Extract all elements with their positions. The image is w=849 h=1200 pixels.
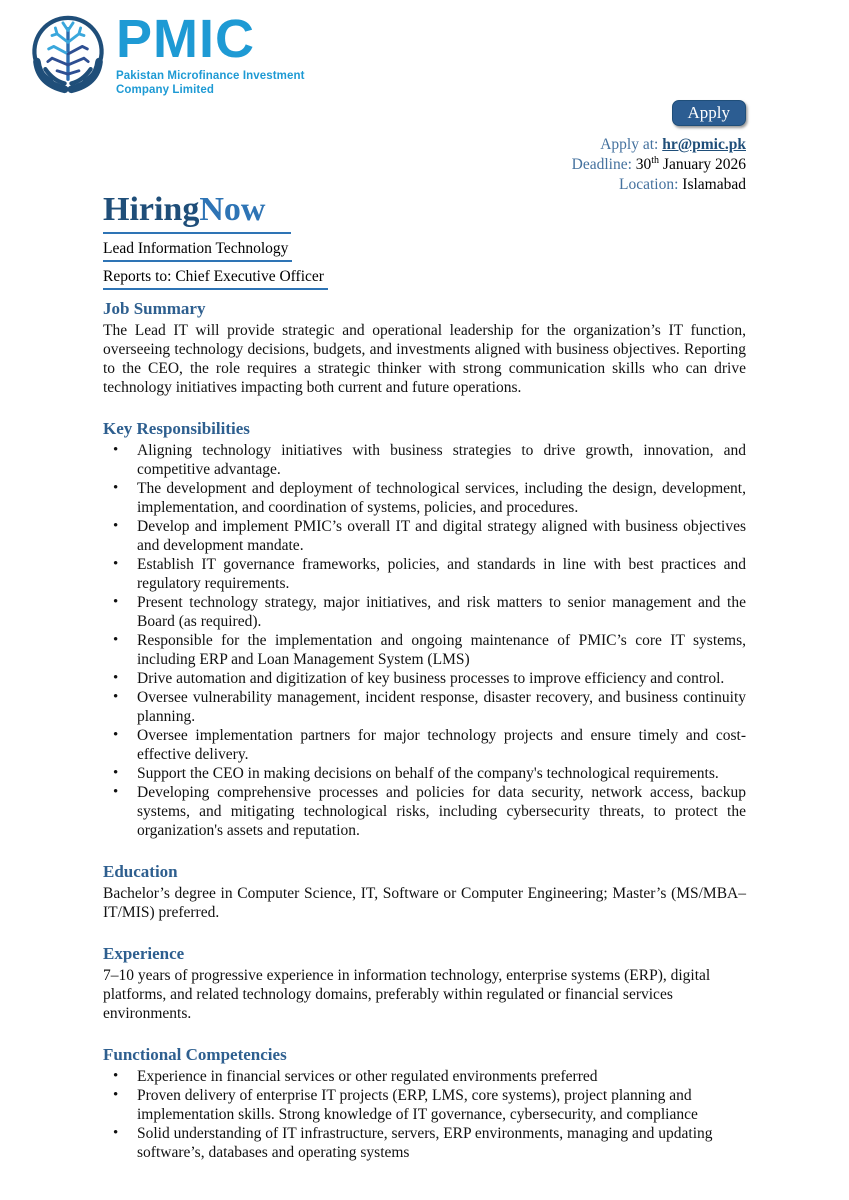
competency-item: • Solid understanding of IT infrastructure, servers, ERP environments, managing and updating software’s, databases and operating systems [103, 1124, 746, 1162]
tree-in-hands-logo-icon [26, 10, 110, 98]
apply-at-label: Apply at: [600, 136, 659, 153]
brand-tagline [116, 69, 305, 97]
brand-name: PMIC [116, 9, 255, 69]
responsibility-item: • Aligning technology initiatives with business strategies to drive growth, innovation, and competitive advantage. [103, 441, 746, 479]
deadline-line [572, 155, 746, 175]
brand-tagline-line1: Pakistan Microfinance Investment [116, 70, 305, 82]
responsibility-item: • Oversee vulnerability management, incident response, disaster recovery, and business continuity planning. [103, 688, 746, 726]
apply-at-line [572, 135, 746, 155]
experience-heading: Experience [103, 944, 185, 963]
location-line [572, 175, 746, 195]
apply-column [572, 100, 746, 195]
responsibility-item: • Drive automation and digitization of key business processes to improve efficiency and control. [103, 669, 746, 688]
responsibility-item: • Responsible for the implementation and ongoing maintenance of PMIC’s core IT systems, including ERP and Loan Management System (LMS) [103, 631, 746, 669]
functional-competencies-heading: Functional Competencies [103, 1045, 287, 1064]
pmic-logo [26, 10, 305, 98]
responsibility-item: • Oversee implementation partners for major technology projects and ensure timely and cost-effective delivery. [103, 726, 746, 764]
responsibility-item: • Present technology strategy, major initiatives, and risk matters to senior management and the Board (as required). [103, 593, 746, 631]
reports-to-line: Reports to: Chief Executive Officer [103, 262, 328, 290]
page-title [103, 192, 291, 234]
email-link[interactable]: hr@pmic.pk [662, 136, 746, 153]
responsibility-item: • Establish IT governance frameworks, policies, and standards in line with best practices and regulatory requirements. [103, 555, 746, 593]
responsibility-item: • Developing comprehensive processes and policies for data security, network access, backup systems, and mitigating technological risks, including cybersecurity threats, to protect the organization's assets and reputation. [103, 783, 746, 840]
job-summary-body: The Lead IT will provide strategic and operational leadership for the organization’s IT function, overseeing technology decisions, budgets, and investments aligned with business objectives. Reporting to the CEO, the role requires a strategic thinker with strong communication skills who can drive technology initiatives impacting both current and future operations. [103, 322, 746, 396]
experience-body: 7–10 years of progressive experience in information technology, enterprise systems (ERP), digital platforms, and related technology domains, preferably within regulated or financial services environments. [103, 967, 711, 1022]
location-label: Location: [619, 176, 679, 193]
education-heading: Education [103, 862, 178, 881]
responsibility-item: • Develop and implement PMIC’s overall IT and digital strategy aligned with business objectives and development mandate. [103, 517, 746, 555]
header [0, 0, 849, 192]
page-title-word1: Hiring [103, 191, 200, 228]
content [103, 192, 746, 1162]
brand-tagline-line2: Company Limited [116, 84, 214, 96]
deadline-day: 30 [635, 156, 652, 173]
responsibility-item: • The development and deployment of technological services, including the design, development, implementation, and coordination of systems, policies, and procedures. [103, 479, 746, 517]
brand-text [116, 10, 305, 97]
responsibility-item: • Support the CEO in making decisions on behalf of the company's technological requirements. [103, 764, 746, 783]
education-body: Bachelor’s degree in Computer Science, IT, Software or Computer Engineering; Master’s (MS/MBA–IT/MIS) preferred. [103, 885, 746, 921]
key-responsibilities-list [103, 441, 746, 840]
key-responsibilities-heading: Key Responsibilities [103, 419, 250, 438]
position-title: Lead Information Technology [103, 234, 292, 262]
deadline-rest: January 2026 [662, 156, 746, 173]
deadline-day-suffix: th [651, 154, 660, 166]
job-summary-heading: Job Summary [103, 299, 206, 318]
location-value: Islamabad [682, 176, 746, 193]
functional-competencies-list [103, 1067, 746, 1162]
apply-button[interactable]: Apply [672, 100, 747, 126]
contact-lines [572, 135, 746, 195]
deadline-label: Deadline: [571, 156, 632, 173]
page-title-word2: Now [199, 191, 266, 228]
competency-item: • Experience in financial services or other regulated environments preferred [103, 1067, 746, 1086]
competency-item: • Proven delivery of enterprise IT projects (ERP, LMS, core systems), project planning and implementation skills. Strong knowledge of IT governance, cybersecurity, and compliance [103, 1086, 746, 1124]
